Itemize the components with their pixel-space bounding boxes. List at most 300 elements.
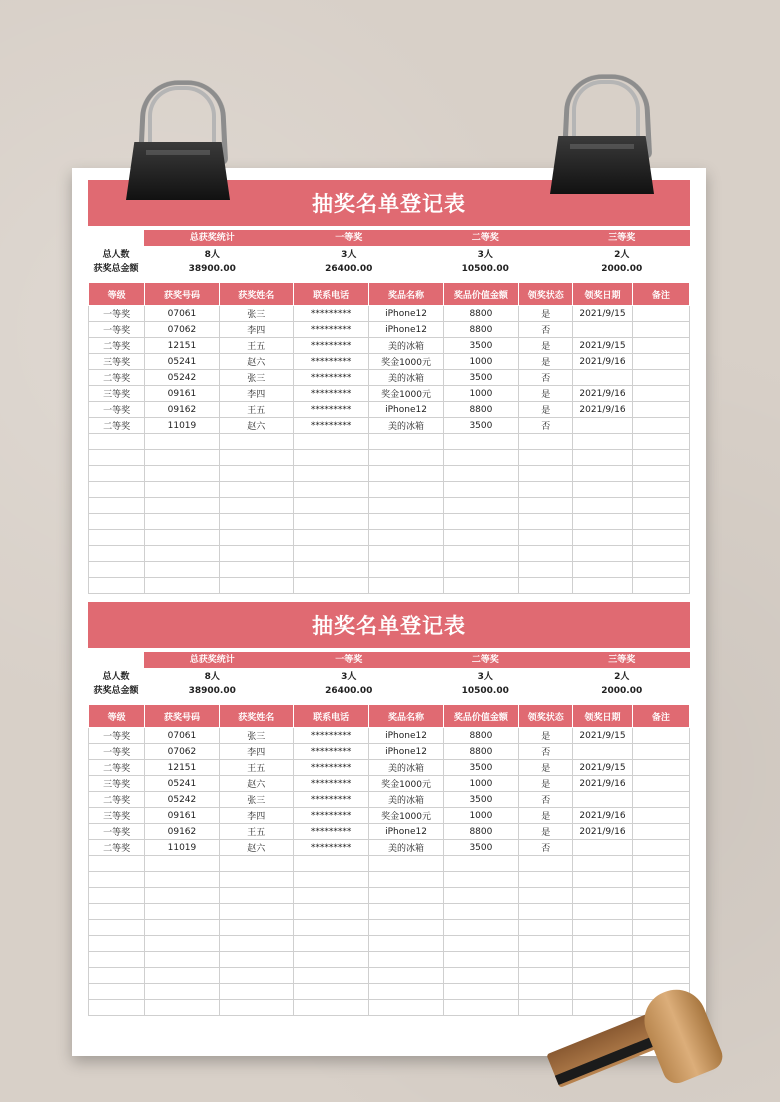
table-cell xyxy=(219,466,293,482)
table-cell xyxy=(145,530,219,546)
summary-value: 2人 xyxy=(614,250,630,260)
table-header-row xyxy=(89,283,690,306)
summary-count-row xyxy=(88,248,690,262)
table-cell xyxy=(293,466,368,482)
empty-row xyxy=(89,562,690,578)
table-cell: 是 xyxy=(519,824,573,840)
table-cell: 是 xyxy=(519,386,573,402)
table-cell xyxy=(145,856,219,872)
table-cell xyxy=(573,434,632,450)
table-cell: 2021/9/16 xyxy=(573,386,632,402)
summary-header-cell: 一等奖 xyxy=(335,655,363,665)
table-cell xyxy=(573,968,632,984)
table-row xyxy=(89,306,690,322)
table-cell xyxy=(443,952,518,968)
table-cell xyxy=(89,872,145,888)
table-cell xyxy=(632,322,689,338)
table-cell xyxy=(632,904,689,920)
table-cell: 3500 xyxy=(443,840,518,856)
column-header: 获奖姓名 xyxy=(219,705,293,728)
table-cell xyxy=(89,968,145,984)
table-cell xyxy=(519,562,573,578)
table-cell xyxy=(145,546,219,562)
table-cell: 07061 xyxy=(145,728,219,744)
summary-value: 3人 xyxy=(341,672,357,682)
table-cell xyxy=(369,434,443,450)
table-cell xyxy=(519,530,573,546)
table-cell xyxy=(369,856,443,872)
table-cell: iPhone12 xyxy=(369,306,443,322)
table-cell xyxy=(443,1000,518,1016)
table-cell: ********* xyxy=(293,728,368,744)
table-cell xyxy=(145,936,219,952)
summary-amount-row xyxy=(88,262,690,276)
table-cell xyxy=(632,856,689,872)
table-cell xyxy=(293,546,368,562)
table-cell xyxy=(573,792,632,808)
table-row xyxy=(89,370,690,386)
table-cell: 是 xyxy=(519,354,573,370)
table-body xyxy=(89,728,690,1016)
table-cell: 王五 xyxy=(219,402,293,418)
table-row xyxy=(89,386,690,402)
column-header: 获奖姓名 xyxy=(219,283,293,306)
summary-header-cell: 总获奖统计 xyxy=(189,233,235,243)
table-row xyxy=(89,418,690,434)
table-cell xyxy=(145,920,219,936)
table-cell: 美的冰箱 xyxy=(369,418,443,434)
table-cell xyxy=(89,984,145,1000)
table-cell xyxy=(89,856,145,872)
table-cell: ********* xyxy=(293,370,368,386)
table-cell xyxy=(443,968,518,984)
table-cell: 否 xyxy=(519,840,573,856)
table-cell: 美的冰箱 xyxy=(369,840,443,856)
table-cell: iPhone12 xyxy=(369,322,443,338)
table-cell xyxy=(89,450,145,466)
table-cell: 是 xyxy=(519,776,573,792)
table-row xyxy=(89,760,690,776)
table-cell: 二等奖 xyxy=(89,760,145,776)
table-cell xyxy=(89,434,145,450)
table-cell: 8800 xyxy=(443,322,518,338)
table-cell: 否 xyxy=(519,370,573,386)
table-cell xyxy=(89,514,145,530)
summary-count-row xyxy=(88,670,690,684)
table-row xyxy=(89,776,690,792)
binder-clip-icon xyxy=(126,78,230,200)
column-header: 奖品名称 xyxy=(369,283,443,306)
table-cell: 05241 xyxy=(145,776,219,792)
summary-value: 26400.00 xyxy=(325,686,373,696)
column-header: 奖品名称 xyxy=(369,705,443,728)
table-cell: 2021/9/15 xyxy=(573,760,632,776)
table-cell: 2021/9/16 xyxy=(573,354,632,370)
table-cell: 三等奖 xyxy=(89,808,145,824)
table-cell xyxy=(89,482,145,498)
summary-value: 8人 xyxy=(204,672,220,682)
table-cell xyxy=(573,920,632,936)
table-cell: 是 xyxy=(519,306,573,322)
table-cell: 王五 xyxy=(219,824,293,840)
table-cell xyxy=(632,872,689,888)
table-cell xyxy=(293,936,368,952)
empty-row xyxy=(89,856,690,872)
column-header: 领奖状态 xyxy=(519,705,573,728)
table-cell xyxy=(443,466,518,482)
table-cell: iPhone12 xyxy=(369,744,443,760)
table-cell: 奖金1000元 xyxy=(369,354,443,370)
table-cell xyxy=(632,482,689,498)
table-cell: ********* xyxy=(293,418,368,434)
summary-amount-row xyxy=(88,684,690,698)
table-cell: 3500 xyxy=(443,338,518,354)
table-cell: ********* xyxy=(293,386,368,402)
table-cell xyxy=(89,888,145,904)
table-cell: 奖金1000元 xyxy=(369,776,443,792)
table-cell: ********* xyxy=(293,808,368,824)
table-cell xyxy=(573,482,632,498)
table-cell: 二等奖 xyxy=(89,418,145,434)
table-cell: 07062 xyxy=(145,744,219,760)
table-cell xyxy=(443,888,518,904)
empty-row xyxy=(89,936,690,952)
table-cell xyxy=(573,370,632,386)
table-cell xyxy=(89,466,145,482)
table-cell xyxy=(632,840,689,856)
table-cell xyxy=(632,354,689,370)
table-cell xyxy=(293,450,368,466)
table-cell xyxy=(219,546,293,562)
column-header: 领奖状态 xyxy=(519,283,573,306)
table-cell: 1000 xyxy=(443,386,518,402)
binder-clip-icon xyxy=(550,72,654,194)
empty-row xyxy=(89,450,690,466)
column-header: 奖品价值金额 xyxy=(443,705,518,728)
table-cell xyxy=(369,562,443,578)
column-header: 等级 xyxy=(89,705,145,728)
table-cell xyxy=(293,498,368,514)
table-cell xyxy=(573,856,632,872)
table-cell xyxy=(632,792,689,808)
table-cell xyxy=(632,386,689,402)
table-cell xyxy=(573,936,632,952)
table-cell xyxy=(369,888,443,904)
table-cell: 张三 xyxy=(219,370,293,386)
table-cell xyxy=(369,466,443,482)
table-body xyxy=(89,306,690,594)
summary-value: 3人 xyxy=(341,250,357,260)
empty-row xyxy=(89,498,690,514)
table-cell xyxy=(369,904,443,920)
empty-row xyxy=(89,968,690,984)
table-cell: ********* xyxy=(293,354,368,370)
table-cell xyxy=(369,968,443,984)
table-cell xyxy=(519,450,573,466)
table-cell: 05242 xyxy=(145,792,219,808)
table-cell: 一等奖 xyxy=(89,306,145,322)
table-cell: 美的冰箱 xyxy=(369,370,443,386)
form-title: 抽奖名单登记表 xyxy=(88,602,690,648)
table-cell xyxy=(573,904,632,920)
table-cell xyxy=(89,546,145,562)
table-cell xyxy=(89,936,145,952)
table-cell xyxy=(519,498,573,514)
table-cell xyxy=(369,936,443,952)
table-cell xyxy=(443,578,518,594)
table-cell xyxy=(573,322,632,338)
table-cell xyxy=(573,498,632,514)
table-cell xyxy=(219,888,293,904)
table-cell xyxy=(443,434,518,450)
table-cell xyxy=(145,562,219,578)
table-cell: 3500 xyxy=(443,418,518,434)
empty-row xyxy=(89,952,690,968)
table-cell: 是 xyxy=(519,728,573,744)
table-cell: 二等奖 xyxy=(89,338,145,354)
table-cell xyxy=(443,450,518,466)
table-cell: 赵六 xyxy=(219,418,293,434)
table-cell xyxy=(519,920,573,936)
table-cell xyxy=(632,418,689,434)
summary-label: 获奖总金额 xyxy=(93,686,139,696)
table-cell xyxy=(519,578,573,594)
table-cell xyxy=(219,984,293,1000)
table-cell: 否 xyxy=(519,792,573,808)
table-cell xyxy=(443,498,518,514)
table-cell xyxy=(369,514,443,530)
table-cell xyxy=(443,530,518,546)
table-cell: 一等奖 xyxy=(89,402,145,418)
table-cell xyxy=(145,434,219,450)
summary-value: 2人 xyxy=(614,672,630,682)
table-cell: 05241 xyxy=(145,354,219,370)
table-row xyxy=(89,322,690,338)
table-cell xyxy=(89,530,145,546)
table-cell xyxy=(573,744,632,760)
summary-block xyxy=(88,230,690,274)
column-header: 联系电话 xyxy=(293,705,368,728)
table-cell xyxy=(519,888,573,904)
table-cell xyxy=(632,306,689,322)
table-cell: 11019 xyxy=(145,418,219,434)
table-cell: 一等奖 xyxy=(89,824,145,840)
table-cell xyxy=(632,546,689,562)
table-cell xyxy=(369,872,443,888)
table-cell xyxy=(632,434,689,450)
table-cell xyxy=(632,888,689,904)
table-cell xyxy=(632,776,689,792)
table-cell xyxy=(369,482,443,498)
table-cell: 07061 xyxy=(145,306,219,322)
table-cell: 是 xyxy=(519,808,573,824)
table-row xyxy=(89,354,690,370)
table-cell xyxy=(219,904,293,920)
table-cell xyxy=(219,968,293,984)
empty-row xyxy=(89,434,690,450)
table-cell xyxy=(369,984,443,1000)
table-cell: 1000 xyxy=(443,776,518,792)
table-cell: 2021/9/15 xyxy=(573,728,632,744)
table-cell: iPhone12 xyxy=(369,824,443,840)
table-cell xyxy=(89,1000,145,1016)
table-cell xyxy=(369,1000,443,1016)
table-cell xyxy=(293,562,368,578)
summary-label: 总人数 xyxy=(102,672,130,682)
table-cell xyxy=(632,402,689,418)
table-cell xyxy=(443,920,518,936)
table-cell xyxy=(573,530,632,546)
table-cell xyxy=(369,920,443,936)
summary-header-cell: 二等奖 xyxy=(471,655,499,665)
table-cell xyxy=(293,434,368,450)
table-cell: 05242 xyxy=(145,370,219,386)
table-cell xyxy=(145,904,219,920)
table-cell xyxy=(519,952,573,968)
summary-header xyxy=(144,230,690,246)
table-cell: 美的冰箱 xyxy=(369,792,443,808)
table-cell: 一等奖 xyxy=(89,322,145,338)
empty-row xyxy=(89,578,690,594)
table-cell xyxy=(573,872,632,888)
summary-block xyxy=(88,652,690,696)
table-cell: 2021/9/15 xyxy=(573,338,632,354)
table-cell: 09161 xyxy=(145,386,219,402)
table-cell: 二等奖 xyxy=(89,840,145,856)
table-cell xyxy=(632,824,689,840)
paper-sheet xyxy=(72,168,706,1056)
table-cell xyxy=(219,530,293,546)
table-cell: 3500 xyxy=(443,792,518,808)
table-cell xyxy=(219,434,293,450)
summary-header-cell: 三等奖 xyxy=(608,233,636,243)
table-cell: 美的冰箱 xyxy=(369,760,443,776)
table-cell: 8800 xyxy=(443,306,518,322)
summary-value: 38900.00 xyxy=(188,686,236,696)
table-cell: ********* xyxy=(293,760,368,776)
table-cell xyxy=(219,936,293,952)
summary-value: 10500.00 xyxy=(461,264,509,274)
summary-header-cell: 一等奖 xyxy=(335,233,363,243)
table-cell xyxy=(443,856,518,872)
table-cell xyxy=(145,984,219,1000)
summary-value: 38900.00 xyxy=(188,264,236,274)
empty-row xyxy=(89,466,690,482)
table-row xyxy=(89,728,690,744)
table-cell xyxy=(443,514,518,530)
summary-value: 26400.00 xyxy=(325,264,373,274)
table-cell xyxy=(219,562,293,578)
table-cell xyxy=(219,578,293,594)
table-cell: 王五 xyxy=(219,338,293,354)
table-cell: 8800 xyxy=(443,824,518,840)
table-cell xyxy=(632,728,689,744)
table-cell xyxy=(519,872,573,888)
column-header: 获奖号码 xyxy=(145,283,219,306)
table-cell xyxy=(145,968,219,984)
table-cell: 三等奖 xyxy=(89,354,145,370)
empty-row xyxy=(89,482,690,498)
table-cell xyxy=(519,466,573,482)
table-cell xyxy=(519,434,573,450)
table-cell xyxy=(89,562,145,578)
summary-label: 总人数 xyxy=(102,250,130,260)
table-cell: 李四 xyxy=(219,744,293,760)
table-cell xyxy=(443,546,518,562)
table-cell xyxy=(632,466,689,482)
table-cell xyxy=(443,984,518,1000)
table-cell: ********* xyxy=(293,840,368,856)
empty-row xyxy=(89,872,690,888)
table-cell xyxy=(293,984,368,1000)
table-cell xyxy=(519,904,573,920)
table-cell: 2021/9/16 xyxy=(573,808,632,824)
table-cell xyxy=(443,872,518,888)
table-cell: iPhone12 xyxy=(369,728,443,744)
table-cell xyxy=(293,482,368,498)
table-cell xyxy=(632,760,689,776)
table-cell xyxy=(632,920,689,936)
table-cell xyxy=(369,546,443,562)
table-cell xyxy=(443,904,518,920)
table-cell: 8800 xyxy=(443,744,518,760)
table-cell: 张三 xyxy=(219,728,293,744)
table-cell xyxy=(632,530,689,546)
table-cell xyxy=(293,856,368,872)
table-cell xyxy=(519,514,573,530)
table-cell xyxy=(632,498,689,514)
table-cell: 是 xyxy=(519,402,573,418)
table-cell xyxy=(145,1000,219,1016)
table-cell: 否 xyxy=(519,744,573,760)
registration-form-2 xyxy=(88,602,690,1016)
table-cell xyxy=(573,450,632,466)
table-cell: 3500 xyxy=(443,760,518,776)
table-cell: 12151 xyxy=(145,338,219,354)
table-cell: ********* xyxy=(293,402,368,418)
table-cell xyxy=(89,498,145,514)
table-cell: 09162 xyxy=(145,824,219,840)
table-cell xyxy=(293,872,368,888)
table-cell xyxy=(145,888,219,904)
registration-form-1 xyxy=(88,180,690,594)
table-cell xyxy=(632,808,689,824)
empty-row xyxy=(89,920,690,936)
table-cell xyxy=(573,466,632,482)
summary-value: 3人 xyxy=(477,672,493,682)
column-header: 领奖日期 xyxy=(573,283,632,306)
table-cell xyxy=(573,840,632,856)
table-cell: 三等奖 xyxy=(89,776,145,792)
table-cell: 一等奖 xyxy=(89,728,145,744)
table-cell xyxy=(632,450,689,466)
table-cell xyxy=(632,744,689,760)
winners-table xyxy=(88,704,690,1016)
table-cell xyxy=(519,936,573,952)
table-cell xyxy=(519,546,573,562)
table-cell: 赵六 xyxy=(219,840,293,856)
table-cell xyxy=(632,578,689,594)
table-cell xyxy=(145,450,219,466)
table-cell: ********* xyxy=(293,792,368,808)
table-cell xyxy=(519,968,573,984)
table-cell xyxy=(145,578,219,594)
column-header: 奖品价值金额 xyxy=(443,283,518,306)
table-row xyxy=(89,840,690,856)
table-cell xyxy=(519,856,573,872)
empty-row xyxy=(89,530,690,546)
table-cell xyxy=(89,578,145,594)
